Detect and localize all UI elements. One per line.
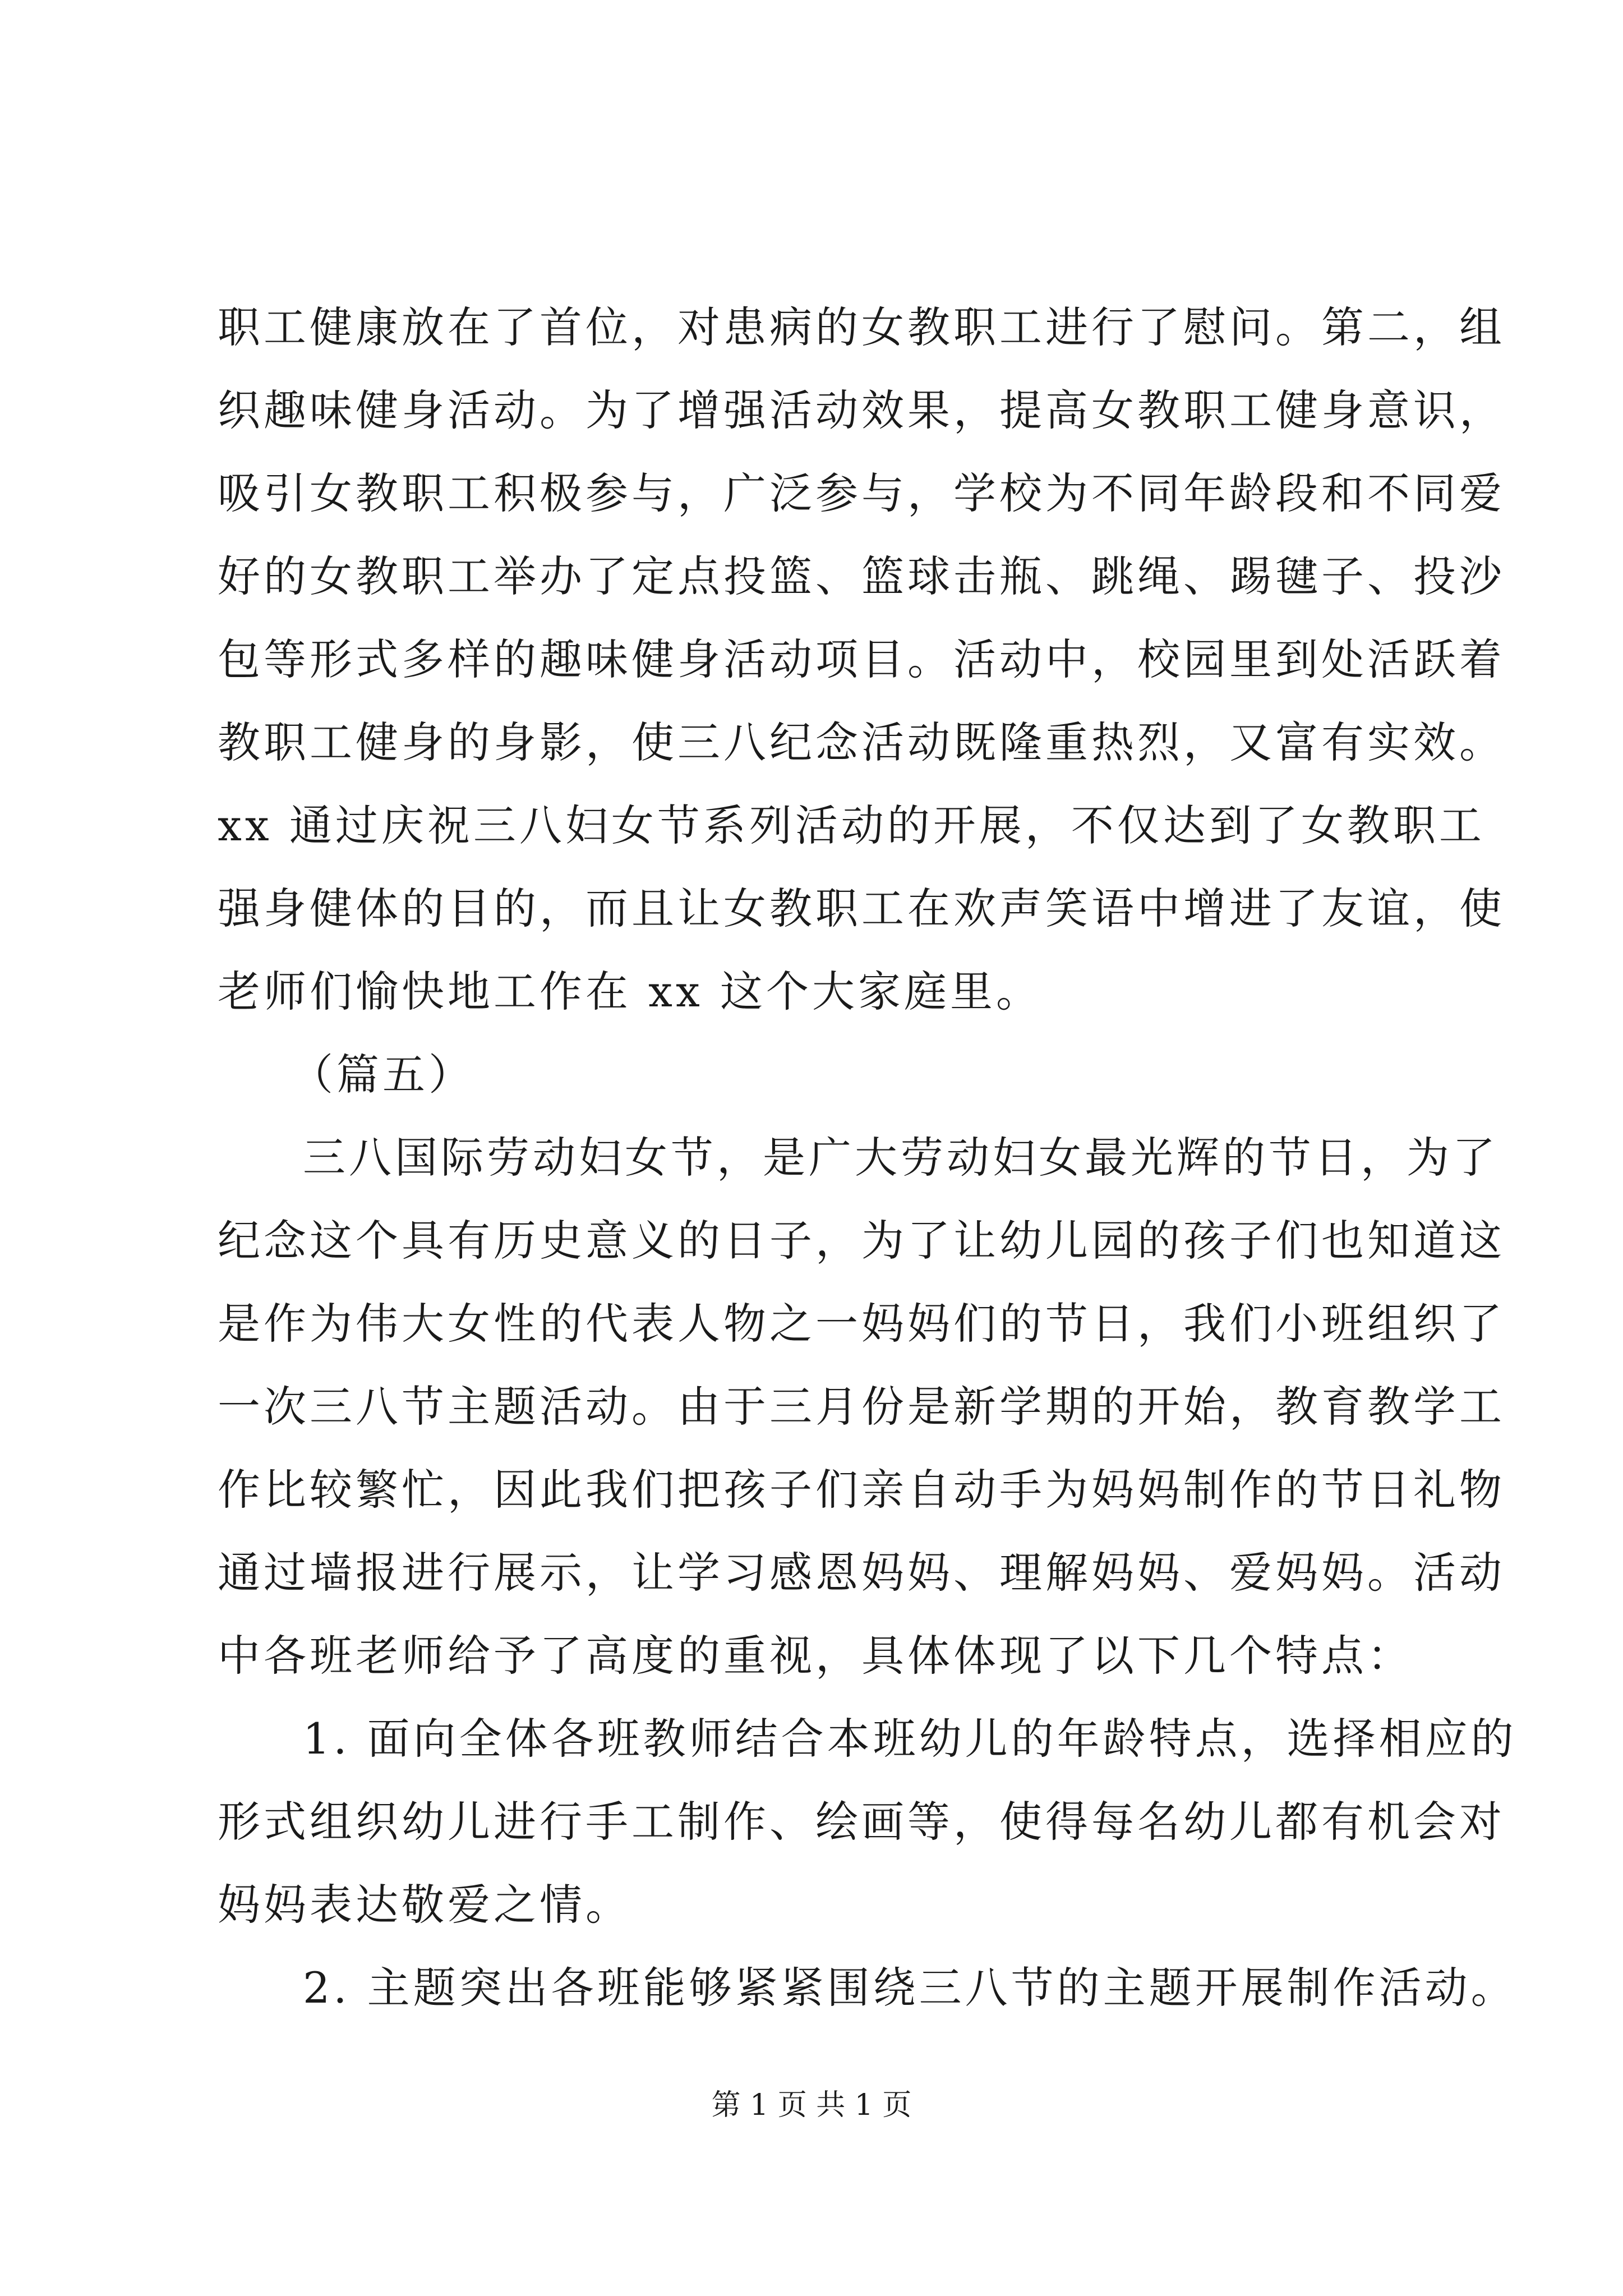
text-line: 作比较繁忙，因此我们把孩子们亲自动手为妈妈制作的节日礼物 xyxy=(218,1465,1505,1515)
text-line: 形式组织幼儿进行手工制作、绘画等，使得每名幼儿都有机会对 xyxy=(218,1797,1505,1847)
page-footer: 第 1 页 共 1 页 xyxy=(711,2088,912,2122)
section-heading: （篇五） xyxy=(291,1050,474,1099)
text-line: 是作为伟大女性的代表人物之一妈妈们的节日，我们小班组织了 xyxy=(218,1299,1505,1349)
list-item-2: 2. 主题突出各班能够紧紧围绕三八节的主题开展制作活动。 xyxy=(303,1963,1517,2013)
list-item-1: 1. 面向全体各班教师结合本班幼儿的年龄特点，选择相应的 xyxy=(303,1714,1517,1764)
text-line: 妈妈表达敬爱之情。 xyxy=(218,1880,631,1930)
text-line: 三八国际劳动妇女节，是广大劳动妇女最光辉的节日，为了 xyxy=(303,1133,1498,1182)
text-line: 织趣味健身活动。为了增强活动效果，提高女教职工健身意识， xyxy=(218,385,1505,435)
text-line: 强身健体的目的，而且让女教职工在欢声笑语中增进了友谊，使 xyxy=(218,884,1505,933)
text-line: 老师们愉快地工作在 xx 这个大家庭里。 xyxy=(218,967,1043,1016)
document-body xyxy=(218,286,1517,2030)
text-line: 中各班老师给予了高度的重视，具体体现了以下几个特点： xyxy=(218,1631,1413,1681)
text-line: 通过墙报进行展示，让学习感恩妈妈、理解妈妈、爱妈妈。活动 xyxy=(218,1548,1505,1598)
text-line: 包等形式多样的趣味健身活动项目。活动中，校园里到处活跃着 xyxy=(218,634,1505,684)
text-line: 一次三八节主题活动。由于三月份是新学期的开始，教育教学工 xyxy=(218,1382,1505,1432)
text-line: 吸引女教职工积极参与，广泛参与，学校为不同年龄段和不同爱 xyxy=(218,468,1505,518)
text-line: 教职工健身的身影，使三八纪念活动既隆重热烈，又富有实效。 xyxy=(218,717,1505,767)
text-line: 职工健康放在了首位，对患病的女教职工进行了慰问。第二，组 xyxy=(218,302,1505,352)
text-line: xx 通过庆祝三八妇女节系列活动的开展，不仅达到了女教职工 xyxy=(218,800,1485,850)
text-line: 好的女教职工举办了定点投篮、篮球击瓶、跳绳、踢毽子、投沙 xyxy=(218,551,1505,601)
text-line: 纪念这个具有历史意义的日子，为了让幼儿园的孩子们也知道这 xyxy=(218,1216,1505,1266)
